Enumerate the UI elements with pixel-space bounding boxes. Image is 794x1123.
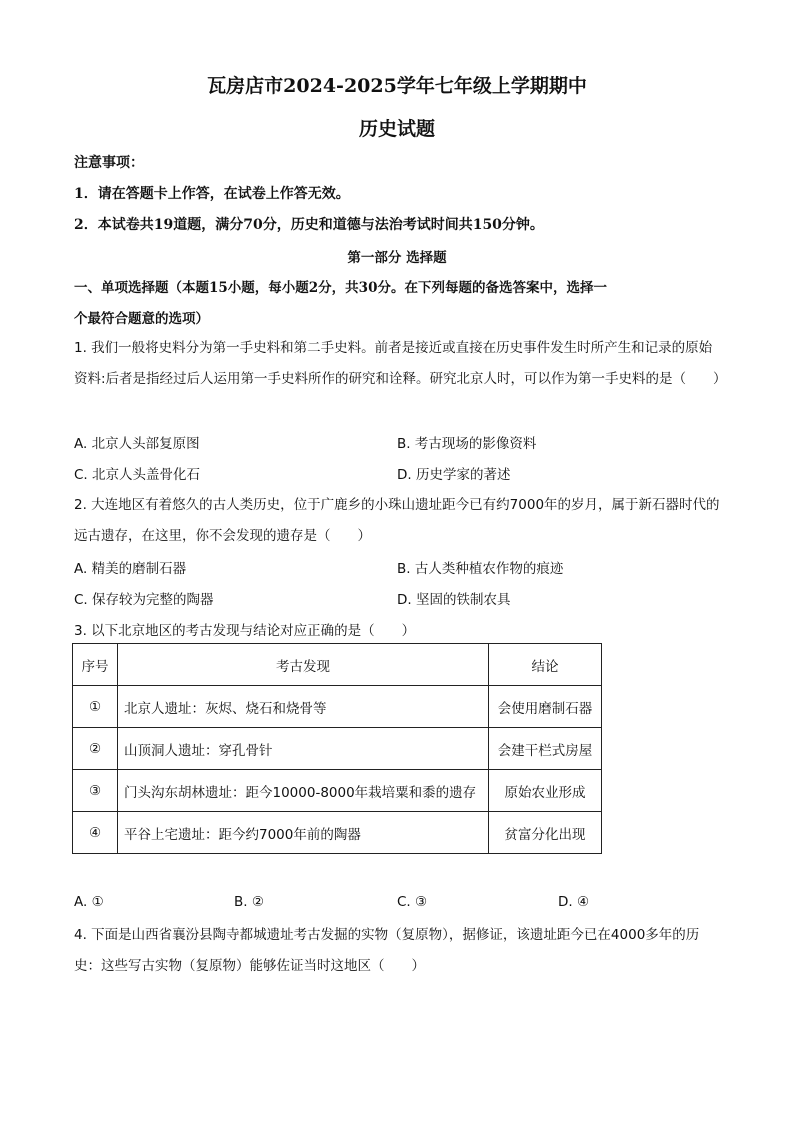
question-2-stem: 2. 大连地区有着悠久的古人类历史，位于广鹿乡的小珠山遗址距今已有约7000年的岁月，属于新石器时代的远古遗存，在这里，你不会发现的遗存是（ ） (74, 497, 720, 544)
table-cell: ① (73, 686, 118, 728)
table-cell: 会建干栏式房屋 (489, 728, 602, 770)
part-title: 第一部分 选择题 (347, 250, 447, 266)
table-cell: 会使用磨制石器 (489, 686, 602, 728)
question-3-option-b: B. ② (234, 894, 264, 910)
question-3-option-c: C. ③ (397, 894, 428, 910)
section-heading-line1: 一、单项选择题（本题15小题，每小题2分，共30分。在下列每题的备选答案中，选择一 (74, 280, 607, 296)
section-heading-line2: 个最符合题意的选项） (74, 311, 209, 327)
question-2-option-b: B. 古人类种植农作物的痕迹 (397, 561, 564, 577)
question-2-option-a: A. 精美的磨制石器 (74, 561, 187, 577)
table-cell: 北京人遗址：灰烬、烧石和烧骨等 (118, 686, 489, 728)
exam-title: 瓦房店市2024-2025学年七年级上学期期中 (207, 75, 587, 97)
question-1-option-c: C. 北京人头盖骨化石 (74, 467, 201, 483)
question-3-option-d: D. ④ (558, 894, 590, 910)
note-item: 2．本试卷共19道题，满分70分，历史和道德与法治考试时间共150分钟。 (74, 217, 544, 233)
table-row (73, 728, 602, 770)
table-cell: ④ (73, 812, 118, 854)
table-cell: 门头沟东胡林遗址：距今10000-8000年栽培粟和黍的遗存 (118, 770, 489, 812)
table-header-row (73, 644, 602, 686)
table-cell: ③ (73, 770, 118, 812)
question-1-option-b: B. 考古现场的影像资料 (397, 436, 537, 452)
table-row (73, 686, 602, 728)
table-cell: 平谷上宅遗址：距今约7000年前的陶器 (118, 812, 489, 854)
notes-heading: 注意事项： (74, 155, 144, 171)
table-header-cell: 考古发现 (118, 644, 489, 686)
table-cell: 山顶洞人遗址：穿孔骨针 (118, 728, 489, 770)
table-cell: 贫富分化出现 (489, 812, 602, 854)
question-3-table (72, 643, 602, 854)
exam-subtitle: 历史试题 (358, 118, 435, 140)
table-cell: ② (73, 728, 118, 770)
question-1-option-d: D. 历史学家的著述 (397, 467, 511, 483)
question-2-option-d: D. 坚固的铁制农具 (397, 592, 511, 608)
question-4-stem: 4. 下面是山西省襄汾县陶寺都城遗址考古发掘的实物（复原物），据修证，该遗址距今已在4000多年的历史：这些写古实物（复原物）能够佐证当时这地区（ ） (74, 927, 700, 974)
note-item: 1．请在答题卡上作答，在试卷上作答无效。 (74, 186, 350, 202)
question-3-option-a: A. ① (74, 894, 104, 910)
question-1-stem: 1. 我们一般将史料分为第一手史料和第二手史料。前者是接近或直接在历史事件发生时所产生和记录的原始资料:后者是指经过后人运用第一手史料所作的研究和诠释。研究北京人时，可以作为第一手史料的是（ ） (74, 340, 727, 387)
table-header-cell: 结论 (489, 644, 602, 686)
table-cell: 原始农业形成 (489, 770, 602, 812)
table-header-cell: 序号 (73, 644, 118, 686)
table-row (73, 770, 602, 812)
table-row (73, 812, 602, 854)
question-3-stem: 3. 以下北京地区的考古发现与结论对应正确的是（ ） (74, 623, 416, 639)
question-2-option-c: C. 保存较为完整的陶器 (74, 592, 214, 608)
question-1-option-a: A. 北京人头部复原图 (74, 436, 200, 452)
